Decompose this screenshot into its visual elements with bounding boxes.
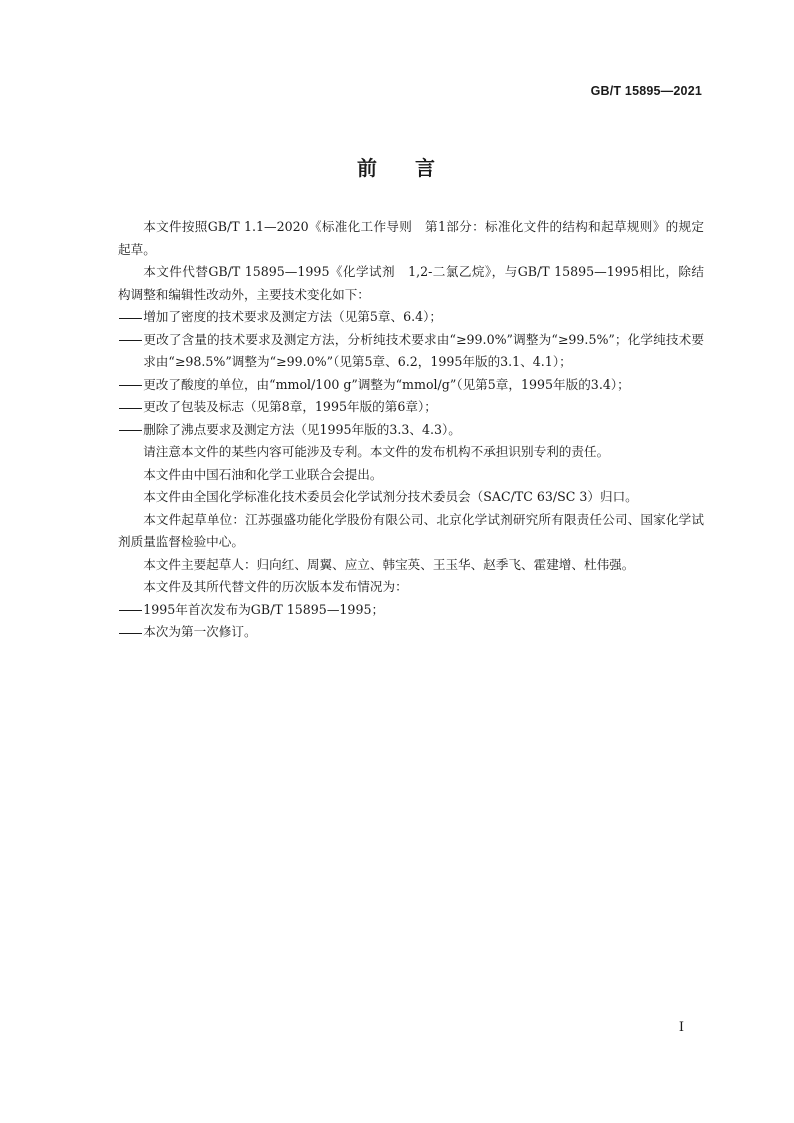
paragraph-history-intro: 本文件及其所代替文件的历次版本发布情况为： xyxy=(143,579,408,594)
dash-icon xyxy=(118,311,143,324)
dash-icon xyxy=(118,379,143,392)
dash-icon xyxy=(118,604,143,617)
paragraph-proposer: 本文件由中国石油和化学工业联合会提出。 xyxy=(143,466,383,482)
dash-icon xyxy=(118,424,143,437)
dash-icon xyxy=(118,401,143,414)
standard-code: GB/T 15895—2021 xyxy=(590,84,702,98)
page-number: I xyxy=(678,1020,684,1035)
history-item: 1995年首次发布为GB/T 15895—1995； xyxy=(118,599,704,622)
paragraph-drafters: 本文件主要起草人：归向红、周翼、应立、韩宝英、王玉华、赵季飞、霍建增、杜伟强。 xyxy=(143,556,635,572)
paragraph-replacement: 本文件代替GB/T 15895—1995《化学试剂 1,2-二氯乙烷》，与GB/T 15895—1995相比，除结构调整和编辑性改动外，主要技术变化如下： xyxy=(118,264,704,302)
dash-icon xyxy=(118,626,143,639)
change-item: 增加了密度的技术要求及测定方法（见第5章、6.4）； xyxy=(118,306,704,329)
paragraph-drafting-rules: 本文件按照GB/T 1.1—2020《标准化工作导则 第1部分：标准化文件的结构和起草规则》的规定起草。 xyxy=(118,219,704,257)
paragraph-committee: 本文件由全国化学标准化技术委员会化学试剂分技术委员会（SAC/TC 63/SC 3）归口。 xyxy=(143,489,638,504)
paragraph-drafting-units: 本文件起草单位：江苏强盛功能化学股份有限公司、北京化学试剂研究所有限责任公司、国家化学试剂质量监督检验中心。 xyxy=(118,511,704,549)
change-item: 更改了酸度的单位，由“mmol/100 g”调整为“mmol/g”（见第5章，1995年版的3.4）； xyxy=(118,374,704,397)
page-title xyxy=(0,152,794,181)
change-item: 更改了含量的技术要求及测定方法，分析纯技术要求由“≥99.0%”调整为“≥99.5%”；化学纯技术要求由“≥98.5%”调整为“≥99.0%”（见第5章、6.2，1995年版的3.1、4.1）； xyxy=(118,329,704,374)
foreword-body xyxy=(118,216,704,644)
title-char-1: 前 xyxy=(357,156,379,180)
change-item: 更改了包装及标志（见第8章，1995年版的第6章）； xyxy=(118,396,704,419)
dash-icon xyxy=(118,334,143,347)
paragraph-patent-notice: 请注意本文件的某些内容可能涉及专利。本文件的发布机构不承担识别专利的责任。 xyxy=(143,444,610,459)
change-item: 删除了沸点要求及测定方法（见1995年版的3.3、4.3）。 xyxy=(118,419,704,442)
title-char-2: 言 xyxy=(415,156,437,180)
history-item: 本次为第一次修订。 xyxy=(118,621,704,644)
